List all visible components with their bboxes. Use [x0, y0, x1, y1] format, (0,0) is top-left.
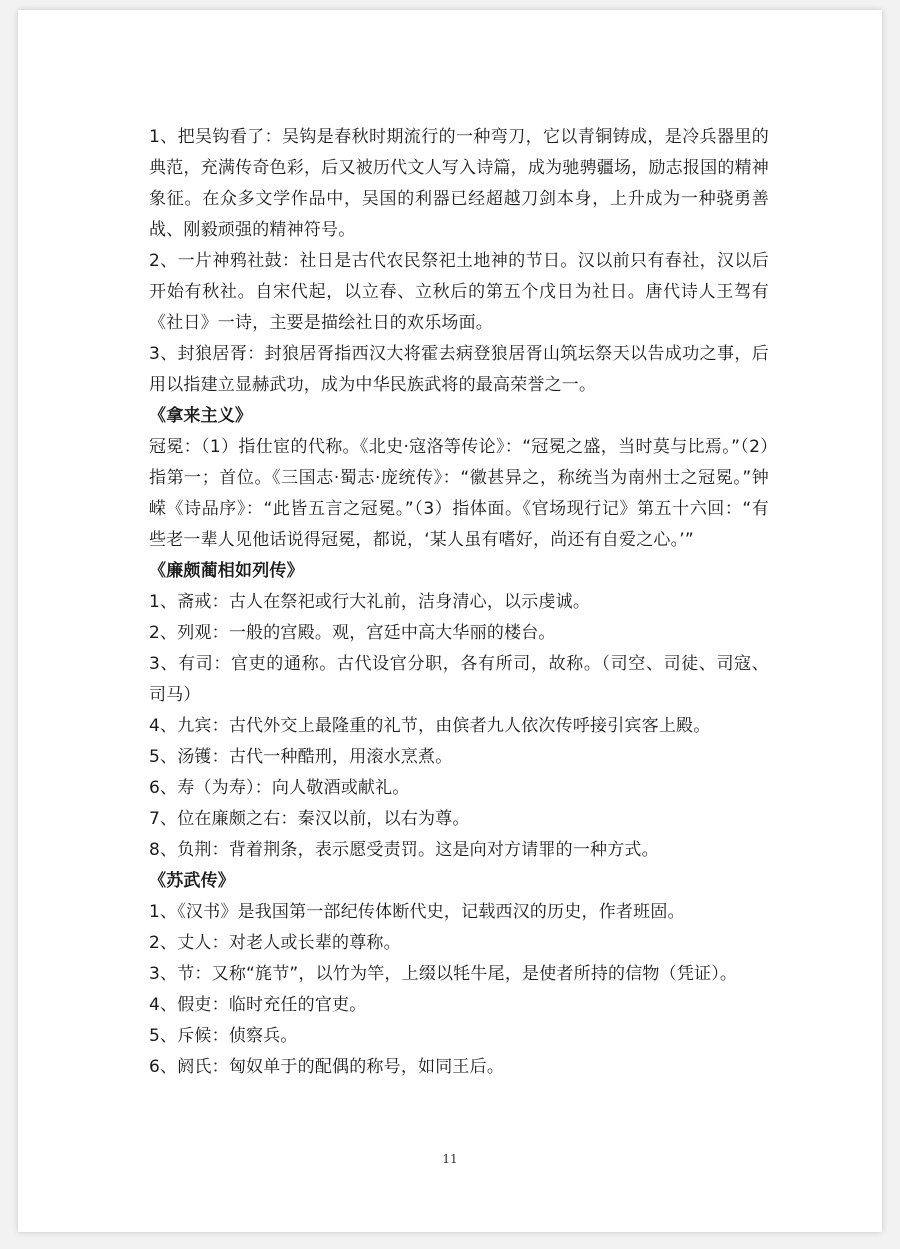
note-item: 1、斋戒：古人在祭祀或行大礼前，洁身清心，以示虔诚。	[149, 592, 591, 612]
note-item: 7、位在廉颇之右：秦汉以前，以右为尊。	[149, 809, 470, 829]
note-item: 4、九宾：古代外交上最隆重的礼节，由傧者九人依次传呼接引宾客上殿。	[149, 716, 711, 736]
note-item: 8、负荆：背着荆条，表示愿受责罚。这是向对方请罪的一种方式。	[149, 840, 659, 860]
note-item: 3、有司：官吏的通称。古代设官分职，各有所司，故称。（司空、司徒、司寇、司马）	[149, 654, 769, 705]
note-item: 5、斥候：侦察兵。	[149, 1026, 298, 1046]
document-body	[149, 122, 769, 1083]
note-item: 6、寿（为寿）：向人敬酒或献礼。	[149, 778, 410, 798]
note-item: 冠冕：（1）指仕宦的代称。《北史·寇洛等传论》：“冠冕之盛，当时莫与比焉。”（2）指第一；首位。《三国志·蜀志·庞统传》：“徽甚异之，称统当为南州士之冠冕。”钟嵘《诗品序》：“此皆五言之冠冕。”（3）指体面。《官场现行记》第五十六回：“有些老一辈人见他话说得冠冕，都说，‘某人虽有嗜好，尚还有自爱之心。’”	[149, 437, 769, 550]
note-item: 2、丈人：对老人或长辈的尊称。	[149, 933, 401, 953]
page-number: 11	[442, 1152, 458, 1166]
note-item: 3、封狼居胥：封狼居胥指西汉大将霍去病登狼居胥山筑坛祭天以告成功之事，后用以指建立显赫武功，成为中华民族武将的最高荣誉之一。	[149, 344, 769, 395]
note-item: 2、一片神鸦社鼓：社日是古代农民祭祀土地神的节日。汉以前只有春社，汉以后开始有秋社。自宋代起，以立春、立秋后的第五个戊日为社日。唐代诗人王驾有《社日》一诗，主要是描绘社日的欢乐场面。	[149, 251, 769, 333]
note-item: 2、列观：一般的宫殿。观，宫廷中高大华丽的楼台。	[149, 623, 556, 643]
document-page	[18, 10, 882, 1232]
note-item: 3、节：又称“旄节”，以竹为竿，上缀以牦牛尾，是使者所持的信物（凭证）。	[149, 964, 738, 984]
note-item: 1、把吴钩看了：吴钩是春秋时期流行的一种弯刀，它以青铜铸成，是冷兵器里的典范，充满传奇色彩，后又被历代文人写入诗篇，成为驰骋疆场，励志报国的精神象征。在众多文学作品中，吴国的利器已经超越刀剑本身，上升成为一种骁勇善战、刚毅顽强的精神符号。	[149, 127, 769, 240]
section-heading: 《拿来主义》	[149, 406, 253, 426]
note-item: 5、汤镬：古代一种酷刑，用滚水烹煮。	[149, 747, 453, 767]
note-item: 6、阏氏：匈奴单于的配偶的称号，如同王后。	[149, 1057, 505, 1077]
note-item: 1、《汉书》是我国第一部纪传体断代史，记载西汉的历史，作者班固。	[149, 902, 685, 922]
note-item: 4、假吏：临时充任的官吏。	[149, 995, 367, 1015]
section-heading: 《廉颇蔺相如列传》	[149, 561, 304, 581]
section-heading: 《苏武传》	[149, 871, 235, 891]
